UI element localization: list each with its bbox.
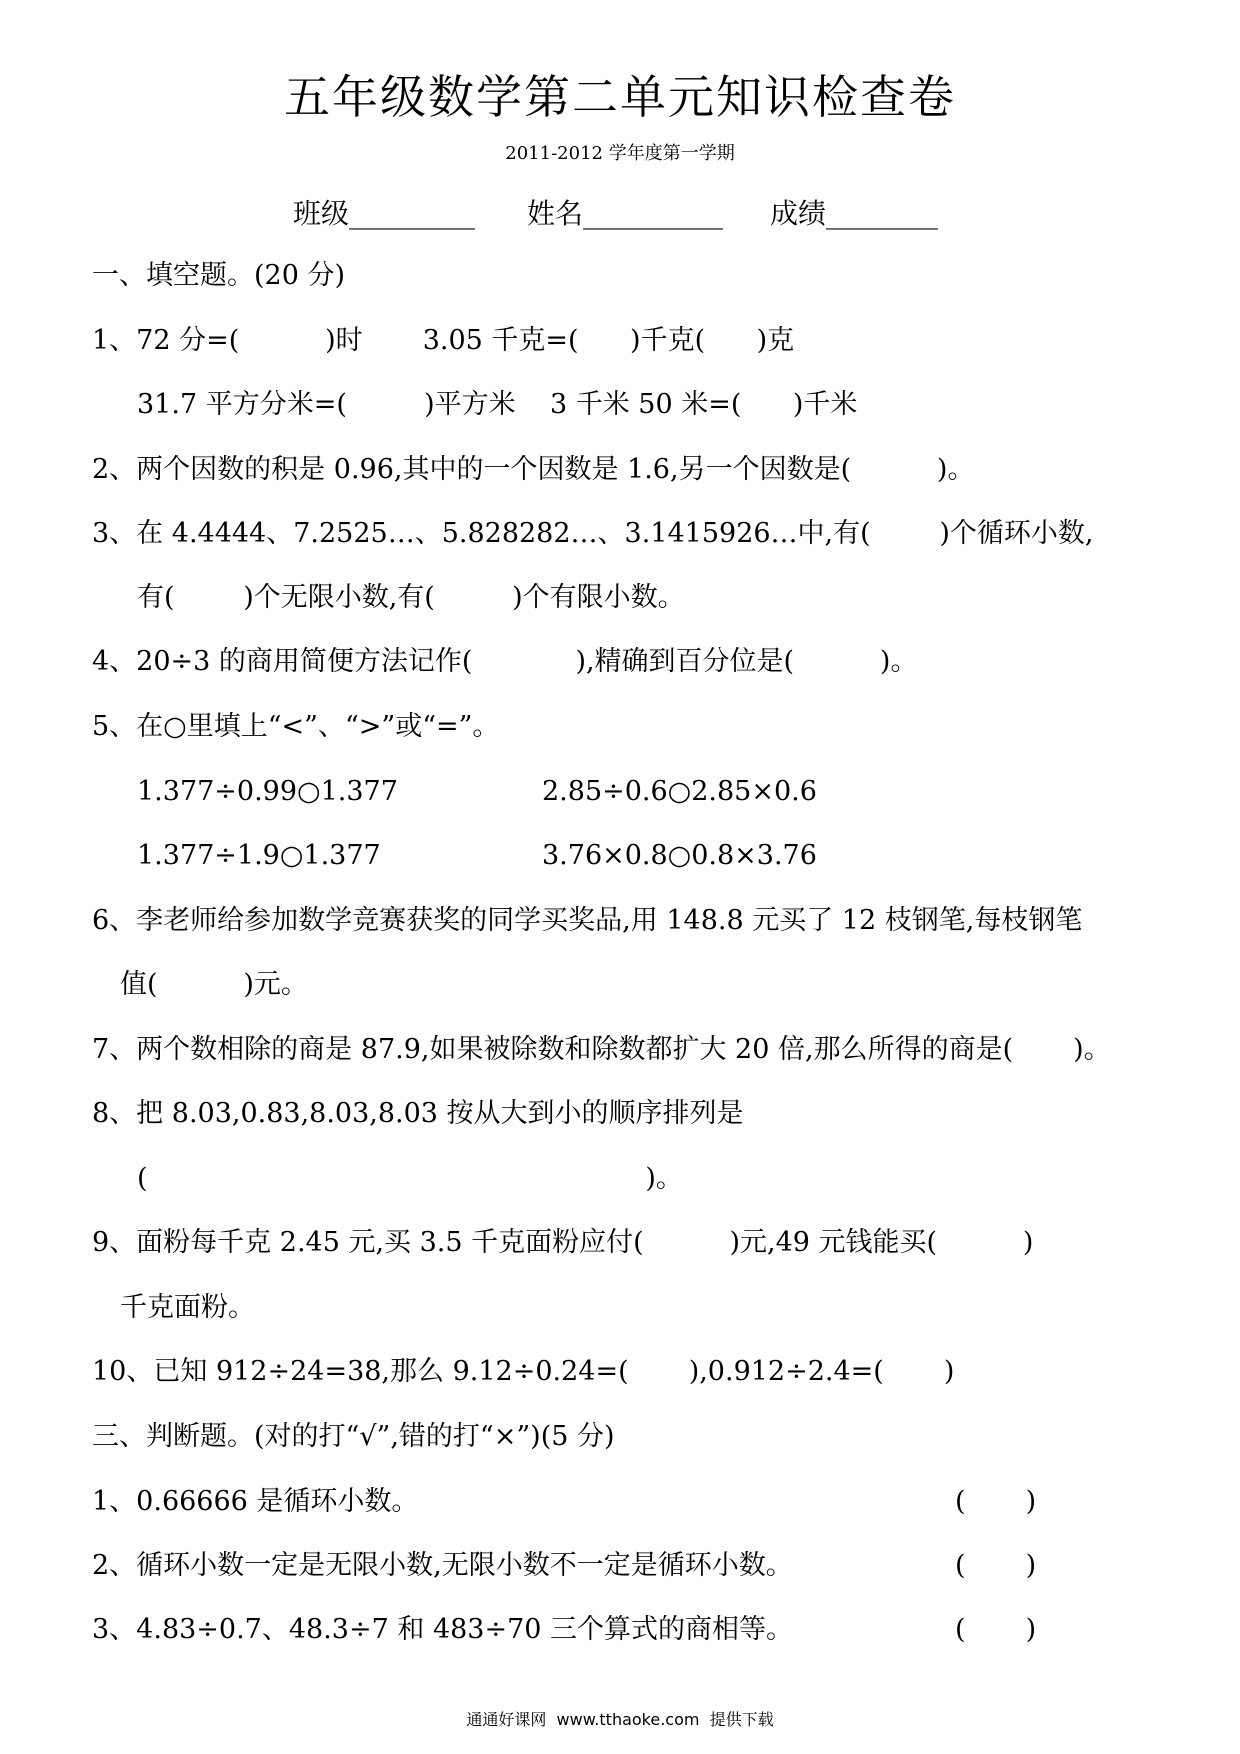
- question-2: 2、两个因数的积是 0.96,其中的一个因数是 1.6,另一个因数是( )。: [92, 454, 975, 485]
- question-5: 5、在○里填上“<”、“>”或“=”。: [92, 711, 500, 742]
- question-9b: 千克面粉。: [120, 1292, 255, 1323]
- class-field: 班级_________: [293, 197, 476, 230]
- question-5-item-1: 1.377÷0.99○1.377: [137, 776, 398, 807]
- footer-credit: 通通好课网 www.tthaoke.com 提供下载: [466, 1710, 774, 1729]
- question-5-item-3: 1.377÷1.9○1.377: [137, 840, 381, 871]
- judgment-2-answer: ( ): [955, 1550, 1037, 1581]
- question-8b: ( )。: [137, 1163, 683, 1194]
- score-field: 成绩________: [770, 197, 939, 230]
- question-10: 10、已知 912÷24=38,那么 9.12÷0.24=( ),0.912÷2.4=( ): [92, 1356, 955, 1387]
- judgment-1-answer: ( ): [955, 1486, 1037, 1517]
- question-3a: 3、在 4.4444、7.2525…、5.828282…、3.1415926…中,有( )个循环小数,: [92, 518, 1094, 549]
- question-9a: 9、面粉每千克 2.45 元,买 3.5 千克面粉应付( )元,49 元钱能买( ): [92, 1227, 1034, 1258]
- school-term: 2011-2012 学年度第一学期: [505, 143, 735, 164]
- name-field: 姓名__________: [527, 197, 724, 230]
- question-1a: 1、72 分=( )时 3.05 千克=( )千克( )克: [92, 325, 795, 356]
- section-fill-blank-heading: 一、填空题。(20 分): [92, 260, 346, 291]
- question-6a: 6、李老师给参加数学竞赛获奖的同学买奖品,用 148.8 元买了 12 枝钢笔,每枝钢笔: [92, 905, 1083, 936]
- question-5-item-4: 3.76×0.8○0.8×3.76: [542, 840, 817, 871]
- judgment-3-answer: ( ): [955, 1614, 1037, 1645]
- question-4: 4、20÷3 的商用简便方法记作( ),精确到百分位是( )。: [92, 646, 918, 677]
- judgment-2: 2、循环小数一定是无限小数,无限小数不一定是循环小数。: [92, 1550, 793, 1581]
- question-1b: 31.7 平方分米=( )平方米 3 千米 50 米=( )千米: [137, 389, 858, 420]
- question-7: 7、两个数相除的商是 87.9,如果被除数和除数都扩大 20 倍,那么所得的商是( )。: [92, 1034, 1111, 1065]
- page-title: 五年级数学第二单元知识检查卷: [284, 70, 956, 124]
- judgment-3: 3、4.83÷0.7、48.3÷7 和 483÷70 三个算式的商相等。: [92, 1614, 794, 1645]
- question-6b: 值( )元。: [120, 969, 308, 1000]
- question-8a: 8、把 8.03,0.83,8.03,8.03 按从大到小的顺序排列是: [92, 1098, 744, 1129]
- section-true-false-heading: 三、判断题。(对的打“√”,错的打“×”)(5 分): [92, 1421, 615, 1452]
- question-3b: 有( )个无限小数,有( )个有限小数。: [137, 582, 685, 613]
- question-5-item-2: 2.85÷0.6○2.85×0.6: [542, 776, 817, 807]
- judgment-1: 1、0.66666 是循环小数。: [92, 1486, 419, 1517]
